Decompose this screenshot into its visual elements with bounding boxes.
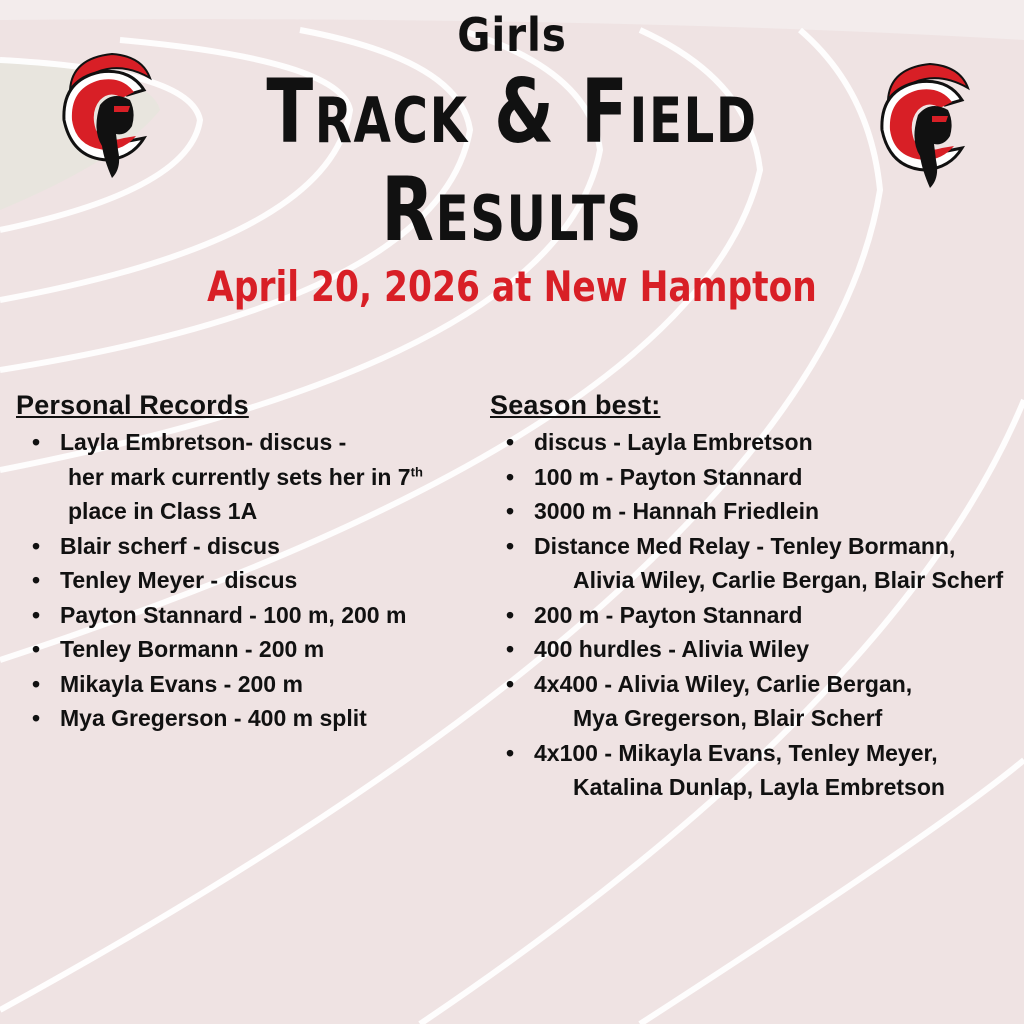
list-item-continuation: Katalina Dunlap, Layla Embretson <box>573 774 945 800</box>
list-item-text: her mark currently sets her in 7 <box>68 463 411 490</box>
title-track-field: Track & Field <box>266 60 758 163</box>
list-item-text: 3000 m - Hannah Friedlein <box>534 498 820 524</box>
season-best-heading: Season best: <box>490 390 661 420</box>
list-item <box>16 425 476 529</box>
title-girls: Girls <box>457 8 567 62</box>
list-item-text: Mya Gregerson - 400 m split <box>60 705 367 731</box>
list-item-text: 400 hurdles - Alivia Wiley <box>534 636 810 662</box>
list-item <box>490 667 1024 736</box>
list-item <box>16 598 476 633</box>
title-results: Results <box>381 158 643 261</box>
list-item-text: Tenley Bormann - 200 m <box>60 636 325 662</box>
list-item <box>16 563 476 598</box>
list-item <box>16 632 476 667</box>
list-item <box>490 494 1024 529</box>
list-item <box>16 529 476 564</box>
list-item <box>16 701 476 736</box>
list-item-continuation <box>60 460 476 495</box>
personal-records-section <box>16 390 476 736</box>
list-item <box>490 529 1024 598</box>
list-item <box>490 460 1024 495</box>
list-item-text: 100 m - Payton Stannard <box>534 463 803 490</box>
event-date-location: April 20, 2026 at New Hampton <box>207 262 817 311</box>
list-item-text: Tenley Meyer - discus <box>60 567 298 593</box>
list-item <box>16 667 476 702</box>
list-item-continuation: place in Class 1A <box>68 498 258 524</box>
list-item <box>490 598 1024 633</box>
list-item-continuation: Alivia Wiley, Carlie Bergan, Blair Scherf <box>573 567 1004 593</box>
list-item-text: discus - Layla Embretson <box>534 429 813 455</box>
list-item-text: Blair scherf - discus <box>60 532 280 559</box>
list-item <box>490 736 1024 805</box>
list-item-text: Payton Stannard - 100 m, 200 m <box>60 601 407 628</box>
ordinal-suffix: th <box>410 463 423 479</box>
personal-records-heading: Personal Records <box>16 390 249 420</box>
list-item <box>490 632 1024 667</box>
list-item-text: Mikayla Evans - 200 m <box>60 670 303 697</box>
list-item-continuation: Mya Gregerson, Blair Scherf <box>573 705 883 731</box>
list-item-text: Distance Med Relay - Tenley Bormann, <box>534 532 956 559</box>
season-best-list <box>490 425 1024 805</box>
season-best-section <box>490 390 1024 805</box>
list-item <box>490 425 1024 460</box>
list-item-text: Layla Embretson- discus - <box>60 429 347 455</box>
list-item-text: 200 m - Payton Stannard <box>534 601 803 628</box>
list-item-text: 4x400 - Alivia Wiley, Carlie Bergan, <box>534 670 913 697</box>
list-item-text: 4x100 - Mikayla Evans, Tenley Meyer, <box>534 739 938 766</box>
personal-records-list <box>16 425 476 736</box>
